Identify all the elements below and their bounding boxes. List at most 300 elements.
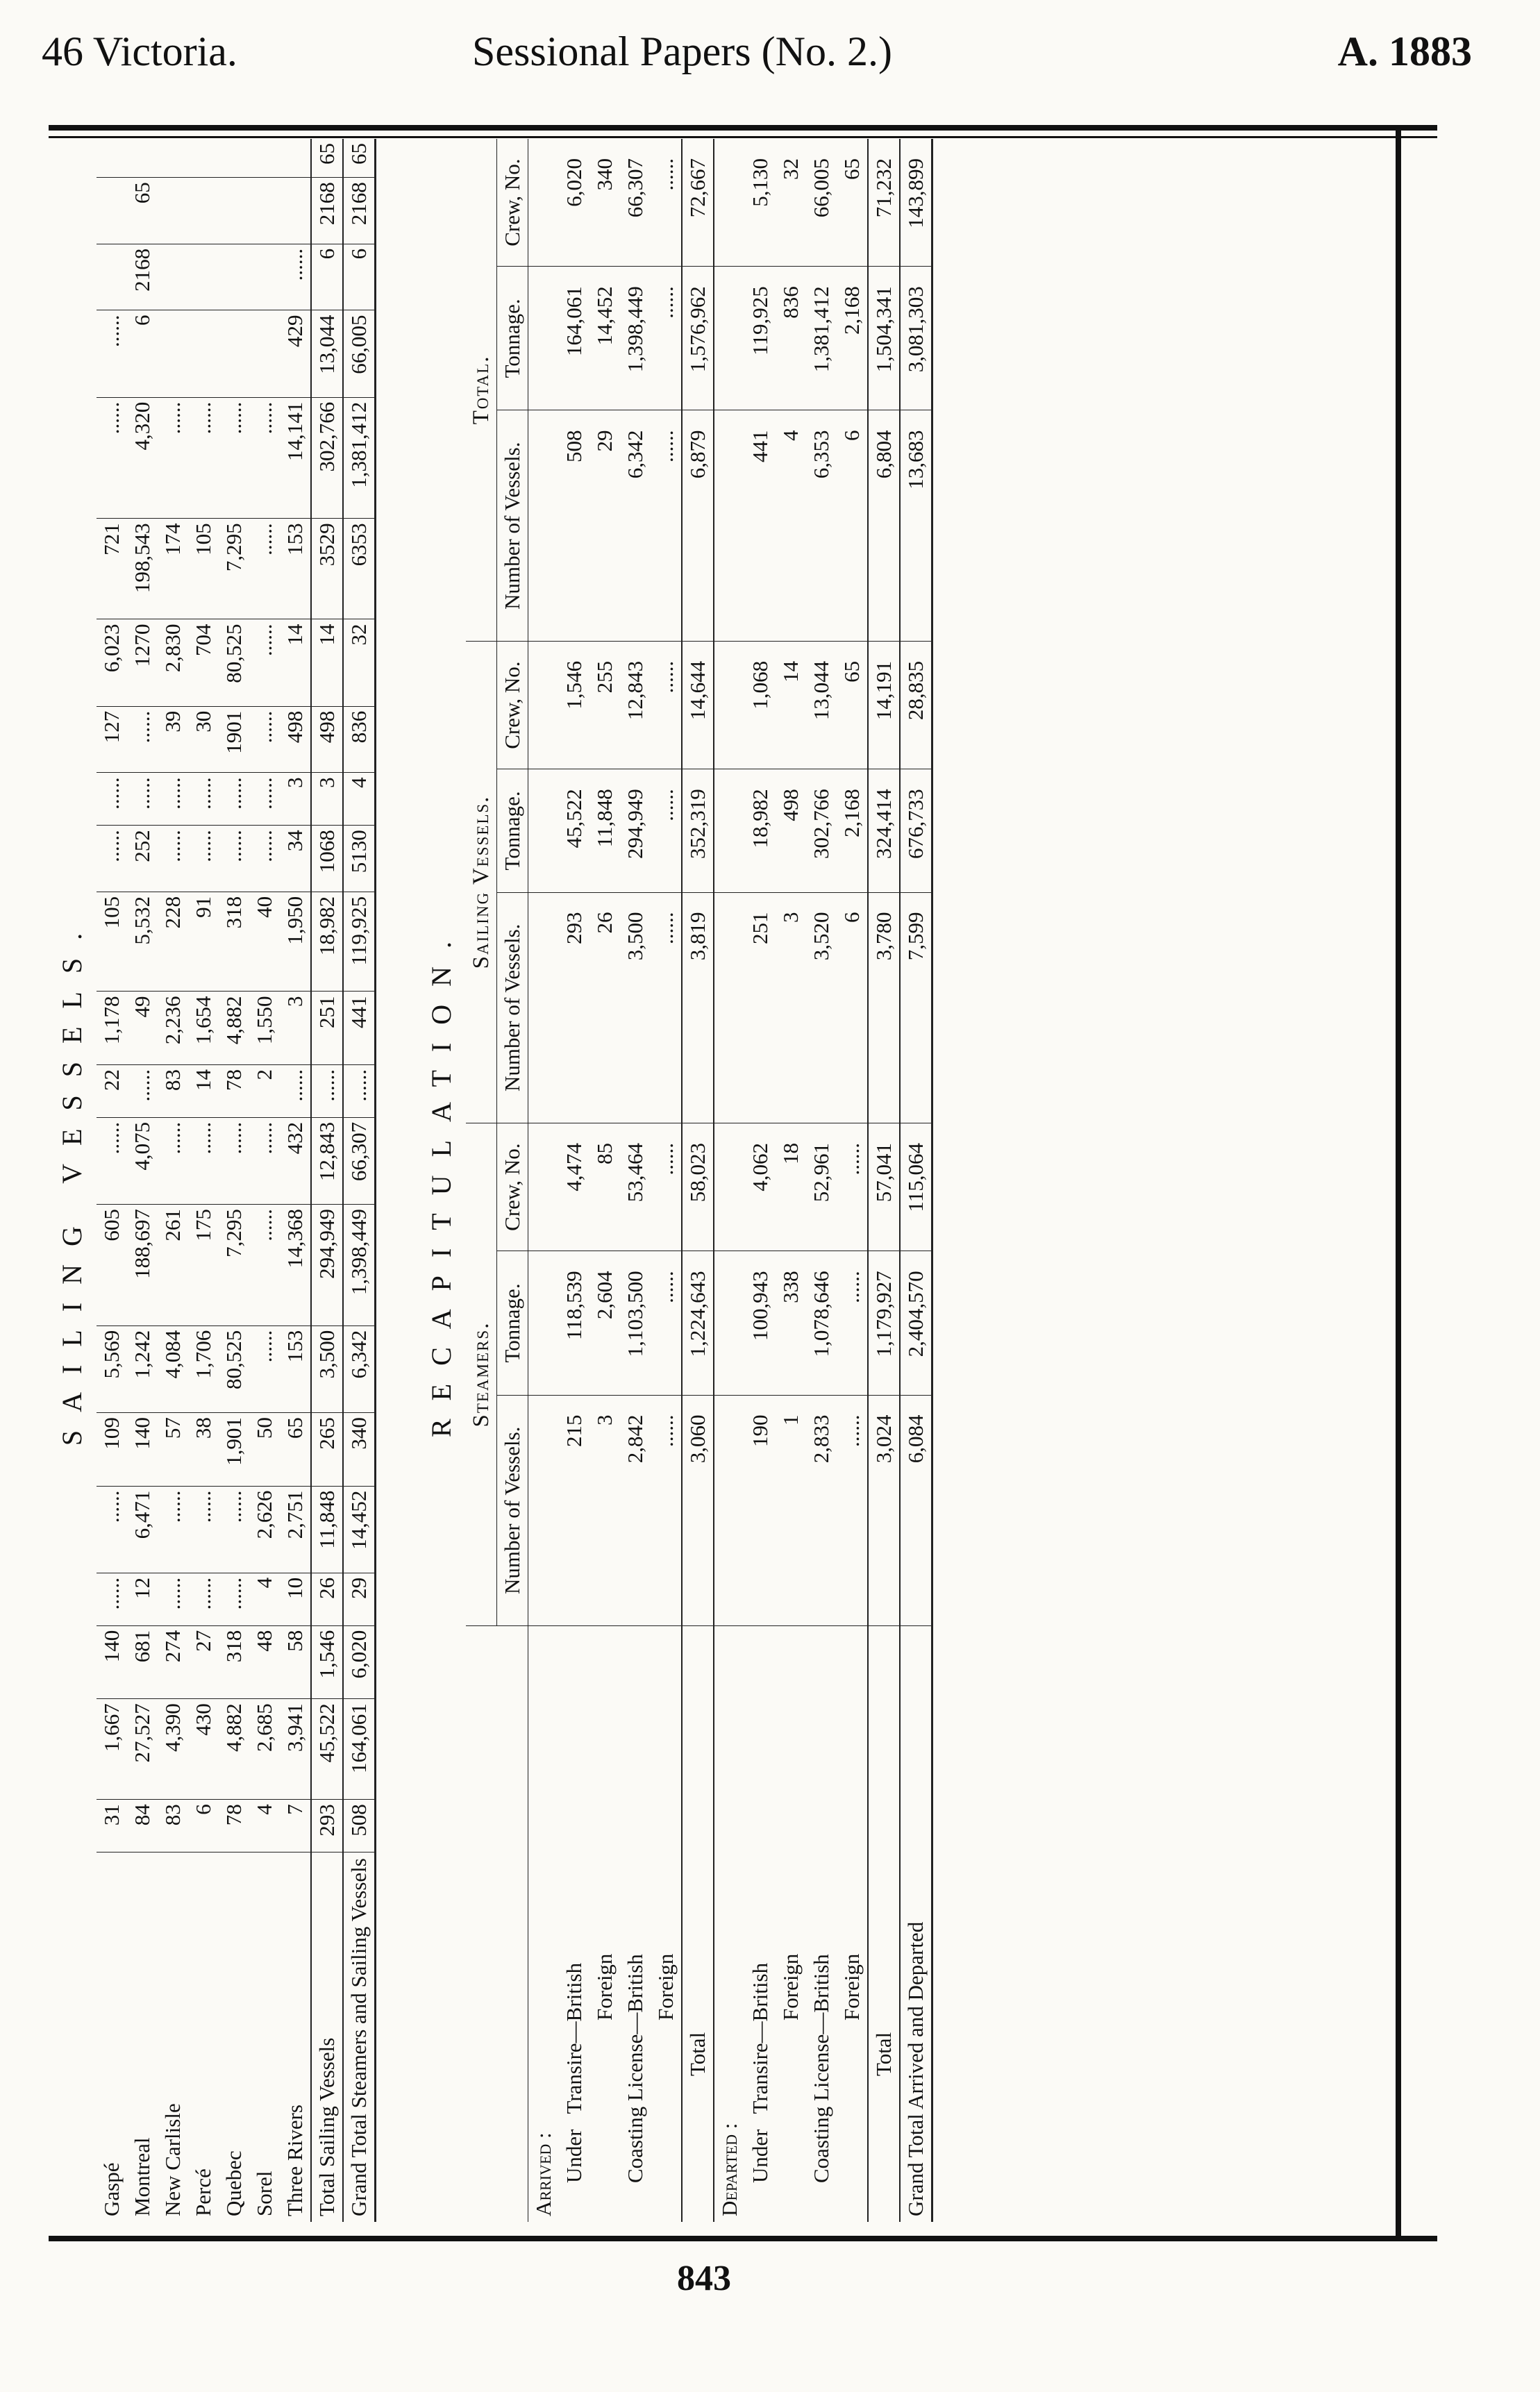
table-cell: 3,500 [311,1325,343,1412]
table-cell: 118,539 [559,1251,589,1395]
running-head [42,28,1472,97]
table-cell: 91 [188,892,219,992]
table-cell: ...... [188,1573,219,1625]
table-cell: 3,500 [620,892,651,1123]
table-cell: 294,949 [311,1205,343,1326]
table-cell: 6,084 [900,1395,932,1625]
table-cell: 6,804 [868,410,900,641]
table-cell: 318 [219,892,249,992]
table-row [158,139,188,2222]
table-cell: ...... [188,397,219,519]
rotated-tables [49,139,1389,2222]
column-header: Tonnage. [497,1251,528,1395]
table-cell: ...... [219,773,249,826]
table-cell: ...... [651,641,682,769]
table-cell: ...... [158,1486,188,1573]
empty-cell [528,1123,560,1251]
table-cell: 80,525 [219,619,249,706]
top-rule [49,125,1437,131]
table-cell: 14,644 [682,641,714,769]
table-cell: ...... [249,1325,280,1412]
table-cell: 66,005 [806,139,837,267]
column-header: Crew, No. [497,1123,528,1251]
row-label: Montreal [130,2137,154,2216]
empty-cell [528,1251,560,1395]
table-cell: ...... [219,397,249,519]
table-cell: 6,020 [559,139,589,267]
table-cell: 85 [589,1123,620,1251]
table-cell: 1,546 [559,641,589,769]
table-cell: 2168 [127,244,158,310]
table-cell: ...... [97,310,127,397]
empty-cell [528,892,560,1123]
table-cell: ...... [97,773,127,826]
table-cell: 32 [343,619,376,706]
table-cell: ...... [837,1123,868,1251]
table-cell: 2,604 [589,1251,620,1395]
table-cell: 50 [249,1413,280,1487]
table-cell: ...... [249,706,280,773]
table-cell: 14 [311,619,343,706]
table-cell: 498 [280,706,311,773]
table-cell: 2,626 [249,1486,280,1573]
table-cell: 294,949 [620,769,651,892]
table-cell: 13,044 [311,310,343,397]
table-cell: 4 [343,773,376,826]
table-cell: 26 [311,1573,343,1625]
table-cell: ...... [219,1573,249,1625]
table-cell: 14 [776,641,806,769]
table-cell: 10 [280,1573,311,1625]
table-cell: 29 [589,410,620,641]
table-cell: 1,381,412 [343,397,376,519]
table-cell: 38 [188,1413,219,1487]
table-cell: 65 [127,178,158,244]
table-cell: 2,842 [620,1395,651,1625]
table-cell: ...... [188,1117,219,1204]
table-cell: 45,522 [559,769,589,892]
table-cell: 4,474 [559,1123,589,1251]
table-cell: 65 [280,1413,311,1487]
empty-cell [528,1395,560,1625]
empty-cell [158,310,188,397]
table-cell: 53,464 [620,1123,651,1251]
empty-cell [714,892,745,1123]
table-cell: ...... [127,1064,158,1117]
table-cell: 1,654 [188,992,219,1065]
table-cell: ...... [219,826,249,892]
table-cell: 274 [158,1625,188,1699]
table-cell: 2168 [311,178,343,244]
table-cell: 251 [311,992,343,1065]
table-cell: 48 [249,1625,280,1699]
table-cell: 100,943 [745,1251,776,1395]
table-row [620,139,651,2222]
table-cell: ...... [651,1395,682,1625]
table-row [97,139,127,2222]
table-cell: 1 [776,1395,806,1625]
empty-cell [158,244,188,310]
table-cell: 14,368 [280,1205,311,1326]
table-cell: 140 [127,1413,158,1487]
table-cell: 14,452 [343,1486,376,1573]
empty-cell [188,139,219,178]
departed-label: Departed : [717,2123,742,2216]
row-label-cell [776,1626,806,2223]
table-cell: ...... [651,1251,682,1395]
table-cell: 115,064 [900,1123,932,1251]
table-cell: 1,242 [127,1325,158,1412]
empty-cell [219,178,249,244]
table-cell: 441 [343,992,376,1065]
table-cell: 119,925 [745,267,776,410]
table-cell: 83 [158,1064,188,1117]
table-cell: 508 [559,410,589,641]
table-cell: 71,232 [868,139,900,267]
table-cell: 3,060 [682,1395,714,1625]
table-cell: 215 [559,1395,589,1625]
row-label: Quebec [221,2150,246,2216]
table-cell: ...... [127,706,158,773]
empty-cell [280,139,311,178]
table-cell: 4,062 [745,1123,776,1251]
running-head-center: Sessional Papers (No. 2.) [472,28,892,74]
empty-cell [97,178,127,244]
table-cell: 429 [280,310,311,397]
table-cell: ...... [127,773,158,826]
row-label: Total Sailing Vessels [311,1852,343,2222]
column-header: Tonnage. [497,769,528,892]
table-cell: 105 [188,519,219,619]
group-header: Sailing Vessels. [466,641,497,1123]
table-cell: 681 [127,1625,158,1699]
table-cell: 261 [158,1205,188,1326]
table-cell: 34 [280,826,311,892]
table-cell: 251 [745,892,776,1123]
table-row [280,139,311,2222]
arrived-label: Arrived : [531,2132,555,2216]
table-cell: 119,925 [343,892,376,992]
row-label-cell [868,1626,900,2223]
table-cell: 78 [219,1064,249,1117]
table-cell: 4 [776,410,806,641]
table-cell: ...... [343,1064,376,1117]
table-cell: 1,398,449 [620,267,651,410]
table-cell: 13,683 [900,410,932,641]
table-cell: 65 [311,139,343,178]
row-label-cell [745,1626,776,2223]
row-label-cell [806,1626,837,2223]
table-cell: 78 [219,1800,249,1852]
table-cell: 80,525 [219,1325,249,1412]
table-row [714,139,745,2222]
table-cell: 11,848 [311,1486,343,1573]
table-cell: 2 [249,1064,280,1117]
row-label: Foreign [653,1953,678,2021]
table-cell: 6,879 [682,410,714,641]
table-row [745,139,776,2222]
empty-cell [97,244,127,310]
empty-cell [714,1251,745,1395]
table-cell: 508 [343,1800,376,1852]
row-label: Transire—British [748,1962,772,2114]
table-cell: 72,667 [682,139,714,267]
table-cell: 255 [589,641,620,769]
table-cell: ...... [651,769,682,892]
table-row [868,139,900,2222]
table-cell: ...... [280,244,311,310]
row-label-cell [651,1626,682,2223]
table-cell: 2168 [343,178,376,244]
table-cell: ...... [97,1573,127,1625]
table-cell: 5,569 [97,1325,127,1412]
table-cell: 1,901 [219,1413,249,1487]
table-cell: 11,848 [589,769,620,892]
table-cell: 3,081,303 [900,267,932,410]
table-cell: 3,941 [280,1699,311,1800]
table-cell: 293 [311,1800,343,1852]
table-cell: 6,342 [343,1325,376,1412]
table-cell: 175 [188,1205,219,1326]
row-label: Gaspé [99,2162,124,2216]
row-label: Coasting License—British [623,1954,647,2183]
table-cell: 12,843 [620,641,651,769]
table-cell: 3 [776,892,806,1123]
table-cell: 6,020 [343,1625,376,1699]
running-head-right: A. 1883 [1337,28,1472,74]
empty-cell [280,178,311,244]
row-label: Total [685,2032,710,2076]
row-label: Sorel [252,2171,276,2216]
table-cell: 6,471 [127,1486,158,1573]
table-cell: 318 [219,1625,249,1699]
table-cell: 340 [589,139,620,267]
table-cell: ...... [249,619,280,706]
table-cell: ...... [651,139,682,267]
table-cell: 1,576,962 [682,267,714,410]
under-label: Under [562,2129,586,2183]
table-cell: 7,599 [900,892,932,1123]
table-cell: 2,685 [249,1699,280,1800]
table-cell: 302,766 [311,397,343,519]
row-label: New Carlisle [160,2103,185,2216]
table-row [589,139,620,2222]
table-cell: 84 [127,1800,158,1852]
row-label-cell [837,1626,868,2223]
table-cell: 2,751 [280,1486,311,1573]
table-cell: 1,667 [97,1699,127,1800]
table-cell: 12,843 [311,1117,343,1204]
table-cell: 1,546 [311,1625,343,1699]
column-header: Number of Vessels. [497,410,528,641]
table-cell: 4,882 [219,1699,249,1800]
column-header: Number of Vessels. [497,1395,528,1625]
table-cell: ...... [97,1117,127,1204]
empty-cell [714,139,745,267]
table-row [127,139,158,2222]
table-cell: 6 [343,244,376,310]
table-cell: 1,078,646 [806,1251,837,1395]
table-cell: ...... [249,397,280,519]
table-cell: 3 [280,992,311,1065]
table-cell: 302,766 [806,769,837,892]
table-cell: ...... [249,519,280,619]
table-cell: 430 [188,1699,219,1800]
table-cell: 190 [745,1395,776,1625]
table-cell: 836 [776,267,806,410]
row-label: Percé [191,2168,215,2216]
table-cell: ...... [280,1064,311,1117]
table-cell: 7,295 [219,519,249,619]
row-label: Grand Total Arrived and Departed [903,1921,928,2216]
table-cell: 164,061 [559,267,589,410]
table-cell: 2,833 [806,1395,837,1625]
table-cell: 1,398,449 [343,1205,376,1326]
empty-cell [714,1123,745,1251]
table-cell: ...... [188,826,219,892]
empty-cell [158,139,188,178]
table-cell: 3,024 [868,1395,900,1625]
table-cell: 4 [249,1800,280,1852]
table-cell: 352,319 [682,769,714,892]
table-cell: 338 [776,1251,806,1395]
table-row [559,139,589,2222]
empty-cell [714,641,745,769]
table-cell: 676,733 [900,769,932,892]
table-cell: 6,342 [620,410,651,641]
table-cell: 6 [311,244,343,310]
table-cell: 1,550 [249,992,280,1065]
empty-cell [528,769,560,892]
table-cell: 498 [776,769,806,892]
column-header: Crew, No. [497,641,528,769]
table-row [837,139,868,2222]
table-cell: 153 [280,519,311,619]
empty-cell [714,267,745,410]
table-cell: 4,390 [158,1699,188,1800]
table-cell: 14,452 [589,267,620,410]
row-label: Coasting License—British [809,1954,833,2183]
table-cell: ...... [97,397,127,519]
row-label-cell [620,1626,651,2223]
table-cell: 2,236 [158,992,188,1065]
table-cell: 1270 [127,619,158,706]
table-cell: 22 [97,1064,127,1117]
table-cell: ...... [311,1064,343,1117]
table-cell: 45,522 [311,1699,343,1800]
table-cell: ...... [651,410,682,641]
under-label: Under [748,2129,772,2183]
table-cell: 1,381,412 [806,267,837,410]
table-row [343,139,376,2222]
table-cell: 6 [188,1800,219,1852]
empty-cell [528,410,560,641]
table-cell: 6353 [343,519,376,619]
table-cell: 3 [280,773,311,826]
table-cell: 14,141 [280,397,311,519]
row-label-cell [682,1626,714,2223]
table-cell: 66,307 [620,139,651,267]
row-label: Foreign [592,1953,617,2021]
table-cell: 605 [97,1205,127,1326]
recapitulation-table [466,139,933,2222]
column-header: Tonnage. [497,267,528,410]
table-cell: 2,168 [837,769,868,892]
table-cell: ...... [219,1486,249,1573]
table-cell: 1,224,643 [682,1251,714,1395]
table-cell: 2,404,570 [900,1251,932,1395]
table-row [188,139,219,2222]
bottom-rule [49,2236,1437,2241]
table-cell: 52,961 [806,1123,837,1251]
row-label-cell [900,1626,932,2223]
table-cell: 4,882 [219,992,249,1065]
row-label: Grand Total Steamers and Sailing Vessels [343,1852,376,2222]
empty-cell [528,267,560,410]
group-header: Steamers. [466,1123,497,1626]
table-cell: 1,950 [280,892,311,992]
table-cell: 39 [158,706,188,773]
table-row [682,139,714,2222]
row-label: Transire—British [562,1962,586,2114]
table-cell: 293 [559,892,589,1123]
table-cell: ...... [97,1486,127,1573]
table-cell: 30 [188,706,219,773]
table-cell: 340 [343,1413,376,1487]
table-cell: 3,780 [868,892,900,1123]
table-cell: 198,543 [127,519,158,619]
table-cell: 18 [776,1123,806,1251]
table-cell: 3 [311,773,343,826]
table-cell: ...... [249,1205,280,1326]
row-label-cell [589,1626,620,2223]
table-cell: 14 [188,1064,219,1117]
table-cell: 1,103,500 [620,1251,651,1395]
table-cell: 432 [280,1117,311,1204]
table-cell: ...... [158,773,188,826]
table-row [776,139,806,2222]
table-cell: 5,532 [127,892,158,992]
table-cell: ...... [188,1486,219,1573]
table-cell: 4 [249,1573,280,1625]
table-cell: 58 [280,1625,311,1699]
table-cell: ...... [249,773,280,826]
table-cell: 164,061 [343,1699,376,1800]
table-cell: 27 [188,1625,219,1699]
column-header: Crew, No. [497,139,528,267]
row-label: Three Rivers [283,2105,307,2216]
empty-cell [127,139,158,178]
table-cell: 127 [97,706,127,773]
table-cell: 27,527 [127,1699,158,1800]
table-cell: ...... [651,892,682,1123]
table-cell: 143,899 [900,139,932,267]
table-cell: 6,023 [97,619,127,706]
table-cell: 2,830 [158,619,188,706]
page-number: 843 [677,2259,731,2298]
empty-cell [249,310,280,397]
table-cell: 3529 [311,519,343,619]
table-cell: 6 [837,892,868,1123]
empty-cell [714,1395,745,1625]
table-cell: 57 [158,1413,188,1487]
table-cell: 65 [837,139,868,267]
table-cell: 28,835 [900,641,932,769]
table-cell: 188,697 [127,1205,158,1326]
table-cell: 324,414 [868,769,900,892]
table-row [528,139,560,2222]
table-cell: 12 [127,1573,158,1625]
